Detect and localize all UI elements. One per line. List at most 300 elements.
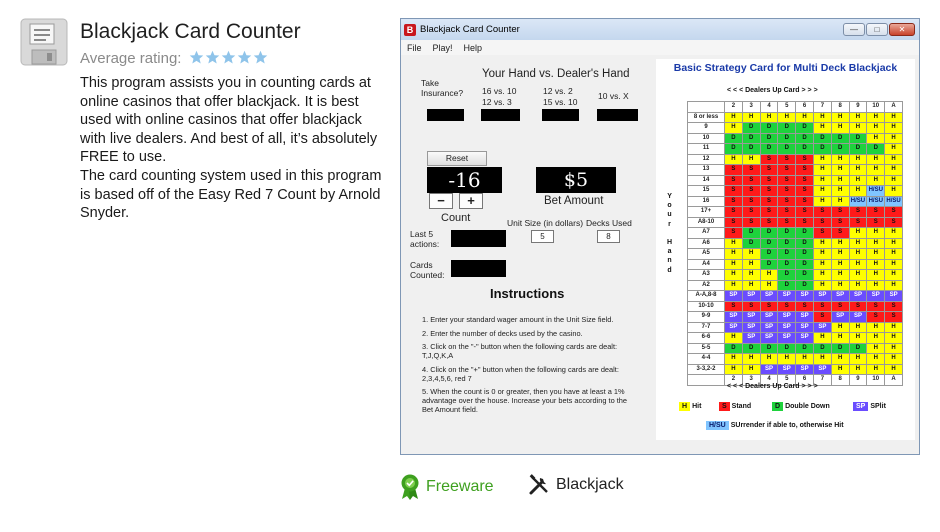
grid-row xyxy=(688,270,903,281)
reset-button[interactable]: Reset xyxy=(427,151,487,166)
grid-cell: D xyxy=(742,228,760,239)
grid-cell: H xyxy=(849,270,867,281)
grid-cell: SP xyxy=(725,291,743,302)
legend-swatch: S xyxy=(719,402,730,411)
grid-cell: H xyxy=(849,112,867,123)
grid-row-label: A4 xyxy=(688,259,725,270)
legend-swatch: H xyxy=(679,402,690,411)
screenshot-window[interactable] xyxy=(400,18,920,455)
grid-cell: S xyxy=(813,207,831,218)
grid-row xyxy=(688,175,903,186)
hand-display xyxy=(542,109,579,121)
grid-column-header: 8 xyxy=(831,375,849,386)
grid-cell: D xyxy=(760,144,778,155)
instruction-item: 4. Click on the "+" button when the following cards are dealt: 2,3,4,5,6, red 7 xyxy=(422,364,619,383)
description xyxy=(80,74,385,223)
grid-corner xyxy=(688,375,725,386)
star-icon xyxy=(253,50,268,65)
grid-cell: H xyxy=(885,112,903,123)
grid-cell: SP xyxy=(778,312,796,323)
legend-text: Hit xyxy=(692,403,702,410)
grid-cell: D xyxy=(796,280,814,291)
grid-cell: H xyxy=(831,196,849,207)
grid-cell: SP xyxy=(885,291,903,302)
grid-cell: H xyxy=(796,112,814,123)
legend-text: Double Down xyxy=(785,403,830,410)
grid-cell: H xyxy=(813,249,831,260)
decks-input[interactable]: 8 xyxy=(597,230,620,243)
minus-button[interactable]: − xyxy=(429,193,453,209)
grid-row-label: A6 xyxy=(688,238,725,249)
grid-column-header: 8 xyxy=(831,102,849,113)
grid-cell: H xyxy=(885,333,903,344)
grid-cell: D xyxy=(867,144,885,155)
grid-cell: H xyxy=(813,154,831,165)
grid-row-label: 5-5 xyxy=(688,343,725,354)
grid-cell: H xyxy=(831,322,849,333)
grid-cell: S xyxy=(742,217,760,228)
decks-label: Decks Used xyxy=(586,218,632,228)
grid-cell: S xyxy=(831,301,849,312)
grid-cell: H xyxy=(849,280,867,291)
grid-cell: D xyxy=(831,133,849,144)
grid-column-header: A xyxy=(885,102,903,113)
grid-row xyxy=(688,249,903,260)
legend-text: SPlit xyxy=(870,403,886,410)
grid-row-label: 4-4 xyxy=(688,354,725,365)
grid-cell: H xyxy=(867,249,885,260)
grid-cell: H xyxy=(742,354,760,365)
grid-cell: D xyxy=(778,144,796,155)
grid-cell: SP xyxy=(760,333,778,344)
grid-cell: SP xyxy=(831,312,849,323)
grid-cell: H xyxy=(725,333,743,344)
grid-cell: H xyxy=(885,364,903,375)
grid-cell: H xyxy=(813,259,831,270)
grid-row xyxy=(688,354,903,365)
grid-cell: H xyxy=(760,270,778,281)
grid-cell: S xyxy=(742,196,760,207)
grid-cell: H xyxy=(813,112,831,123)
grid-cell: S xyxy=(831,217,849,228)
grid-cell: H xyxy=(885,343,903,354)
grid-cell: SP xyxy=(796,312,814,323)
grid-cell: D xyxy=(796,228,814,239)
window-client xyxy=(401,55,919,454)
hand-display xyxy=(481,109,520,121)
grid-cell: H xyxy=(831,249,849,260)
grid-cell: H xyxy=(831,165,849,176)
grid-cell: S xyxy=(778,207,796,218)
grid-cell: S xyxy=(849,217,867,228)
grid-cell: S xyxy=(885,217,903,228)
hand-item: 12 vs. 3 xyxy=(482,97,512,107)
grid-cell: D xyxy=(760,343,778,354)
grid-row-label: A7 xyxy=(688,228,725,239)
instruction-item: 1. Enter your standard wager amount in the Unit Size field. xyxy=(422,315,614,324)
grid-cell: H xyxy=(813,270,831,281)
legend-text: SUrrender if able to, otherwise Hit xyxy=(730,422,844,429)
grid-cell: H xyxy=(867,238,885,249)
grid-cell: S xyxy=(725,175,743,186)
grid-cell: S xyxy=(742,175,760,186)
grid-cell: H xyxy=(725,364,743,375)
count-label: Count xyxy=(441,212,471,224)
grid-row-label: A3 xyxy=(688,270,725,281)
grid-cell: H/SU xyxy=(867,186,885,197)
grid-cell: H xyxy=(813,280,831,291)
grid-cell: H xyxy=(813,123,831,134)
grid-column-header: 9 xyxy=(849,375,867,386)
grid-cell: SP xyxy=(813,364,831,375)
grid-cell: D xyxy=(725,133,743,144)
license-badge[interactable] xyxy=(400,474,494,500)
grid-row xyxy=(688,154,903,165)
grid-cell: D xyxy=(796,133,814,144)
grid-column-header: 3 xyxy=(742,102,760,113)
maximize-icon[interactable]: □ xyxy=(866,23,888,36)
grid-cell: S xyxy=(813,217,831,228)
grid-cell: D xyxy=(742,343,760,354)
grid-cell: D xyxy=(742,238,760,249)
plus-button[interactable]: + xyxy=(459,193,483,209)
star-icon xyxy=(205,50,220,65)
grid-cell: H xyxy=(831,270,849,281)
rating-stars xyxy=(189,50,268,65)
grid-cell: D xyxy=(778,249,796,260)
grid-column-header: 9 xyxy=(849,102,867,113)
grid-cell: H xyxy=(813,333,831,344)
grid-cell: S xyxy=(796,186,814,197)
grid-cell: SP xyxy=(813,291,831,302)
legend-stand xyxy=(719,402,751,411)
dealer-up-label: < < < Dealers Up Card > > > xyxy=(727,87,818,94)
grid-cell: D xyxy=(778,133,796,144)
instruction-item: 3. Click on the "-" button when the following cards are dealt: T,J,Q,K,A xyxy=(422,342,618,361)
grid-cell: SP xyxy=(760,312,778,323)
grid-row xyxy=(688,333,903,344)
grid-cell: S xyxy=(849,207,867,218)
grid-cell: H xyxy=(831,123,849,134)
grid-cell: S xyxy=(867,217,885,228)
grid-cell: H xyxy=(885,238,903,249)
grid-cell: S xyxy=(778,165,796,176)
grid-cell: D xyxy=(760,123,778,134)
grid-cell: D xyxy=(742,144,760,155)
menu-help[interactable]: Help xyxy=(463,42,483,53)
grid-cell: H xyxy=(849,259,867,270)
grid-cell: H xyxy=(742,259,760,270)
grid-cell: H xyxy=(813,354,831,365)
grid-column-header: A xyxy=(885,375,903,386)
grid-cell: H xyxy=(831,238,849,249)
grid-cell: H xyxy=(867,280,885,291)
grid-cell: D xyxy=(831,343,849,354)
your-hand-label: Y o u r H a n d xyxy=(667,193,673,274)
grid-column-header: 10 xyxy=(867,375,885,386)
minimize-icon[interactable]: — xyxy=(843,23,865,36)
grid-cell: H xyxy=(867,333,885,344)
cards-counted-display xyxy=(451,260,506,277)
grid-cell: H xyxy=(813,196,831,207)
grid-cell: H xyxy=(885,249,903,260)
grid-cell: H xyxy=(867,112,885,123)
grid-row xyxy=(688,144,903,155)
grid-cell: H xyxy=(831,333,849,344)
instruction-item: 5. When the count is 0 or greater, then you have at least a 1% advantage over the house. Increase your bets according to the Bet Amount field. xyxy=(422,387,628,415)
app-icon xyxy=(20,18,68,66)
grid-cell: D xyxy=(796,238,814,249)
grid-cell: SP xyxy=(742,312,760,323)
grid-cell: H xyxy=(867,133,885,144)
dealer-up-label: < < < Dealers Up Card > > > xyxy=(727,383,818,390)
grid-row-label: 15 xyxy=(688,186,725,197)
grid-cell: H xyxy=(867,228,885,239)
grid-cell: S xyxy=(725,207,743,218)
grid-cell: H xyxy=(849,333,867,344)
grid-row-label: 6-6 xyxy=(688,333,725,344)
grid-cell: H xyxy=(760,354,778,365)
grid-cell: SP xyxy=(725,312,743,323)
grid-corner xyxy=(688,102,725,113)
cards-counted-label: Cards Counted: xyxy=(410,260,445,280)
grid-column-header: 6 xyxy=(796,375,814,386)
grid-cell: S xyxy=(760,196,778,207)
grid-row-label: A-A,8-8 xyxy=(688,291,725,302)
grid-cell: D xyxy=(760,228,778,239)
grid-cell: H xyxy=(725,112,743,123)
grid-cell: SP xyxy=(813,322,831,333)
grid-cell: D xyxy=(760,238,778,249)
grid-cell: D xyxy=(778,343,796,354)
category-link[interactable] xyxy=(528,474,624,496)
grid-cell: H xyxy=(885,322,903,333)
grid-row xyxy=(688,291,903,302)
instructions xyxy=(422,315,637,419)
instruction-item: 2. Enter the number of decks used by the casino. xyxy=(422,328,583,338)
grid-cell: S xyxy=(725,301,743,312)
grid-cell: H xyxy=(885,280,903,291)
grid-cell: S xyxy=(725,196,743,207)
grid-cell: H xyxy=(831,175,849,186)
grid-cell: S xyxy=(760,301,778,312)
grid-cell: H xyxy=(725,249,743,260)
grid-cell: H xyxy=(725,280,743,291)
grid-row-label: 13 xyxy=(688,165,725,176)
grid-row xyxy=(688,301,903,312)
grid-cell: H xyxy=(867,343,885,354)
grid-row-label: 14 xyxy=(688,175,725,186)
grid-row xyxy=(688,133,903,144)
grid-cell: D xyxy=(796,123,814,134)
grid-cell: H xyxy=(742,364,760,375)
grid-cell: S xyxy=(760,217,778,228)
grid-cell: SP xyxy=(778,333,796,344)
grid-cell: D xyxy=(796,343,814,354)
grid-cell: H xyxy=(885,259,903,270)
grid-cell: H xyxy=(885,186,903,197)
grid-cell: D xyxy=(796,144,814,155)
grid-cell: D xyxy=(849,343,867,354)
grid-cell: S xyxy=(742,207,760,218)
grid-cell: SP xyxy=(867,291,885,302)
grid-column-header: 2 xyxy=(725,102,743,113)
grid-cell: H xyxy=(867,364,885,375)
grid-cell: H xyxy=(849,154,867,165)
grid-cell: H xyxy=(725,154,743,165)
grid-cell: SP xyxy=(831,291,849,302)
grid-cell: S xyxy=(760,186,778,197)
grid-cell: D xyxy=(742,133,760,144)
grid-cell: H xyxy=(796,354,814,365)
app-logo-icon: B xyxy=(404,24,416,36)
grid-cell: H xyxy=(760,112,778,123)
grid-cell: S xyxy=(813,301,831,312)
grid-row xyxy=(688,123,903,134)
grid-cell: H xyxy=(885,165,903,176)
grid-cell: S xyxy=(725,186,743,197)
close-icon[interactable]: ✕ xyxy=(889,23,915,36)
license-label: Freeware xyxy=(426,478,494,495)
grid-row-label: 16 xyxy=(688,196,725,207)
grid-row xyxy=(688,322,903,333)
grid-cell: H xyxy=(831,186,849,197)
hand-item: 16 vs. 10 xyxy=(482,86,517,96)
grid-cell: H xyxy=(725,270,743,281)
grid-column-header: 5 xyxy=(778,375,796,386)
grid-cell: D xyxy=(760,133,778,144)
grid-cell: S xyxy=(849,301,867,312)
grid-cell: H xyxy=(885,354,903,365)
legend-surrender xyxy=(706,421,844,430)
grid-cell: SP xyxy=(778,364,796,375)
insurance-display xyxy=(427,109,464,121)
grid-cell: H/SU xyxy=(849,196,867,207)
grid-cell: S xyxy=(885,207,903,218)
grid-cell: H xyxy=(867,354,885,365)
grid-cell: D xyxy=(813,144,831,155)
legend-text: Stand xyxy=(731,403,752,410)
grid-cell: D xyxy=(796,249,814,260)
grid-cell: H xyxy=(867,154,885,165)
grid-cell: S xyxy=(742,165,760,176)
grid-cell: H xyxy=(742,249,760,260)
bet-label: Bet Amount xyxy=(544,195,604,207)
grid-row xyxy=(688,196,903,207)
grid-row xyxy=(688,112,903,123)
grid-row-label: 10 xyxy=(688,133,725,144)
grid-row-label: A5 xyxy=(688,249,725,260)
window-title: Blackjack Card Counter xyxy=(420,24,520,35)
grid-cell: S xyxy=(760,207,778,218)
grid-cell: H xyxy=(778,354,796,365)
grid-row xyxy=(688,186,903,197)
grid-row xyxy=(688,228,903,239)
menu-file[interactable]: File xyxy=(407,42,422,53)
grid-cell: H xyxy=(867,175,885,186)
grid-cell: D xyxy=(849,133,867,144)
grid-cell: SP xyxy=(742,291,760,302)
grid-cell: H xyxy=(867,322,885,333)
menu-play[interactable]: Play! xyxy=(432,42,453,53)
instructions-title: Instructions xyxy=(490,286,565,301)
grid-cell: H xyxy=(725,123,743,134)
grid-cell: H xyxy=(849,165,867,176)
grid-cell: H xyxy=(760,280,778,291)
grid-cell: H xyxy=(813,165,831,176)
grid-row-label: 11 xyxy=(688,144,725,155)
grid-cell: S xyxy=(867,207,885,218)
grid-cell: H xyxy=(867,270,885,281)
grid-cell: D xyxy=(778,238,796,249)
grid-cell: D xyxy=(796,270,814,281)
grid-row xyxy=(688,280,903,291)
grid-cell: H xyxy=(813,238,831,249)
grid-cell: SP xyxy=(796,322,814,333)
strategy-title: Basic Strategy Card for Multi Deck Blackjack xyxy=(673,62,898,74)
strategy-grid xyxy=(687,101,903,386)
star-icon xyxy=(237,50,252,65)
hand-display xyxy=(597,109,638,121)
grid-cell: D xyxy=(760,249,778,260)
grid-cell: SP xyxy=(849,312,867,323)
grid-cell: S xyxy=(778,217,796,228)
grid-cell: S xyxy=(725,228,743,239)
grid-row-label: 8 or less xyxy=(688,112,725,123)
grid-cell: S xyxy=(725,217,743,228)
grid-cell: H xyxy=(742,280,760,291)
grid-cell: S xyxy=(796,196,814,207)
grid-cell: S xyxy=(885,301,903,312)
grid-cell: S xyxy=(760,175,778,186)
grid-cell: S xyxy=(778,301,796,312)
grid-cell: H xyxy=(885,154,903,165)
grid-row-label: 7-7 xyxy=(688,322,725,333)
grid-row xyxy=(688,207,903,218)
grid-column-header: 3 xyxy=(742,375,760,386)
grid-cell: S xyxy=(725,165,743,176)
legend-swatch: D xyxy=(772,402,783,411)
last5-label: Last 5 actions: xyxy=(410,229,440,249)
grid-cell: SP xyxy=(760,322,778,333)
grid-cell: D xyxy=(813,133,831,144)
grid-cell: SP xyxy=(742,333,760,344)
grid-cell: H xyxy=(849,238,867,249)
grid-cell: H/SU xyxy=(885,196,903,207)
grid-cell: H xyxy=(742,112,760,123)
last5-display xyxy=(451,230,506,247)
grid-cell: H xyxy=(849,354,867,365)
star-icon xyxy=(189,50,204,65)
grid-cell: S xyxy=(760,165,778,176)
grid-cell: S xyxy=(742,301,760,312)
hand-item: 10 vs. X xyxy=(598,91,629,101)
grid-cell: S xyxy=(742,186,760,197)
grid-cell: H xyxy=(831,364,849,375)
grid-cell: S xyxy=(796,207,814,218)
grid-cell: H xyxy=(885,144,903,155)
grid-cell: D xyxy=(742,123,760,134)
grid-row xyxy=(688,165,903,176)
legend-swatch: SP xyxy=(853,402,868,411)
grid-cell: D xyxy=(778,123,796,134)
grid-cell: S xyxy=(796,154,814,165)
grid-cell: D xyxy=(778,270,796,281)
grid-column-header: 7 xyxy=(813,375,831,386)
unit-size-input[interactable]: 5 xyxy=(531,230,554,243)
grid-cell: H xyxy=(849,249,867,260)
grid-column-header: 7 xyxy=(813,102,831,113)
